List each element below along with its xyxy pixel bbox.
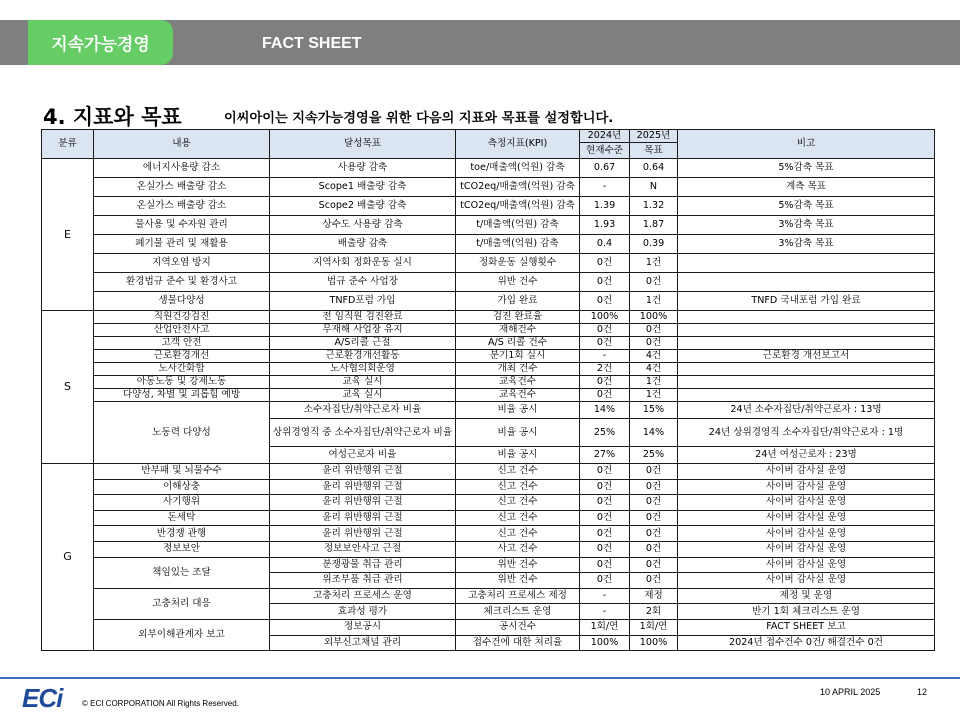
- note-cell: 사이버 감사실 운영: [678, 510, 935, 526]
- current-cell: 2건: [580, 363, 630, 376]
- kpi-cell: 검진 완료율: [456, 311, 580, 324]
- current-cell: 0건: [580, 324, 630, 337]
- kpi-cell: 체크리스트 운영: [456, 604, 580, 620]
- current-cell: 0건: [580, 557, 630, 573]
- content-cell: 온실가스 배출량 감소: [94, 197, 270, 216]
- current-cell: 0건: [580, 254, 630, 273]
- current-cell: 0건: [580, 526, 630, 542]
- header-2024: 2024년: [580, 130, 630, 143]
- target-cell: 0건: [630, 464, 678, 480]
- target-cell: 0건: [630, 557, 678, 573]
- current-cell: 0건: [580, 541, 630, 557]
- target-cell: 100%: [630, 311, 678, 324]
- kpi-cell: toe/매출액(억원) 감축: [456, 159, 580, 178]
- table-row: [42, 376, 935, 389]
- kpi-cell: 고충처리 프로세스 제정: [456, 588, 580, 604]
- kpi-cell: tCO2eq/매출액(억원) 감축: [456, 178, 580, 197]
- current-cell: 1.39: [580, 197, 630, 216]
- header-target: 목표: [630, 143, 678, 159]
- table-row: [42, 389, 935, 402]
- target-cell: 0건: [630, 324, 678, 337]
- table-row: [42, 588, 935, 604]
- header-kpi: 측정지표(KPI): [456, 130, 580, 159]
- table-row: [42, 541, 935, 557]
- category-cell: G: [42, 464, 94, 651]
- kpi-cell: 비율 공시: [456, 419, 580, 447]
- content-cell: 고객 안전: [94, 337, 270, 350]
- goal-cell: 윤리 위반행위 근절: [270, 479, 456, 495]
- table-row: [42, 526, 935, 542]
- goal-cell: 효과성 평가: [270, 604, 456, 620]
- content-cell: 이해상충: [94, 479, 270, 495]
- target-cell: 0건: [630, 273, 678, 292]
- target-cell: 0건: [630, 479, 678, 495]
- target-cell: 1.32: [630, 197, 678, 216]
- kpi-cell: 비율 공시: [456, 447, 580, 464]
- goal-cell: 노사협의회운영: [270, 363, 456, 376]
- header-2025: 2025년: [630, 130, 678, 143]
- kpi-cell: 비율 공시: [456, 402, 580, 419]
- note-cell: 5%감축 목표: [678, 159, 935, 178]
- table-row: [42, 254, 935, 273]
- goal-cell: 위조부품 취급 관리: [270, 573, 456, 589]
- note-cell: 사이버 감사실 운영: [678, 541, 935, 557]
- content-cell: 물사용 및 수자원 관리: [94, 216, 270, 235]
- target-cell: 0건: [630, 510, 678, 526]
- current-cell: 0건: [580, 292, 630, 311]
- table-row: [42, 178, 935, 197]
- kpi-cell: 신고 건수: [456, 479, 580, 495]
- content-cell: 노동력 다양성: [94, 402, 270, 464]
- table-row: [42, 292, 935, 311]
- current-cell: 14%: [580, 402, 630, 419]
- note-cell: 계측 목표: [678, 178, 935, 197]
- target-cell: 0.64: [630, 159, 678, 178]
- target-cell: 1건: [630, 292, 678, 311]
- goal-cell: 교육 실시: [270, 389, 456, 402]
- content-cell: 돈세탁: [94, 510, 270, 526]
- content-cell: 근로환경개선: [94, 350, 270, 363]
- note-cell: 사이버 감사실 운영: [678, 479, 935, 495]
- note-cell: 5%감축 목표: [678, 197, 935, 216]
- target-cell: 1.87: [630, 216, 678, 235]
- current-cell: -: [580, 604, 630, 620]
- note-cell: 2024년 접수건수 0건/ 해결건수 0건: [678, 635, 935, 651]
- kpi-cell: 신고 건수: [456, 495, 580, 511]
- note-cell: 24년 상위경영직 소수자집단/취약근로자 : 1명: [678, 419, 935, 447]
- target-cell: 15%: [630, 402, 678, 419]
- goal-cell: 윤리 위반행위 근절: [270, 464, 456, 480]
- target-cell: 0건: [630, 573, 678, 589]
- target-cell: 0건: [630, 337, 678, 350]
- target-cell: 2회: [630, 604, 678, 620]
- kpi-cell: 교육건수: [456, 389, 580, 402]
- kpi-cell: 위반 건수: [456, 557, 580, 573]
- table-row: [42, 619, 935, 635]
- goal-cell: 윤리 위반행위 근절: [270, 495, 456, 511]
- goal-cell: 여성근로자 비율: [270, 447, 456, 464]
- goal-cell: 사용량 감축: [270, 159, 456, 178]
- table-row: [42, 159, 935, 178]
- kpi-cell: tCO2eq/매출액(억원) 감축: [456, 197, 580, 216]
- target-cell: 1건: [630, 376, 678, 389]
- target-cell: 제정: [630, 588, 678, 604]
- note-cell: 사이버 감사실 운영: [678, 557, 935, 573]
- current-cell: -: [580, 178, 630, 197]
- kpi-cell: 위반 건수: [456, 273, 580, 292]
- content-cell: 지역오염 방지: [94, 254, 270, 273]
- goal-cell: 상위경영직 중 소수자집단/취약근로자 비율: [270, 419, 456, 447]
- note-cell: [678, 254, 935, 273]
- page-number: 12: [917, 687, 928, 697]
- current-cell: 0건: [580, 337, 630, 350]
- target-cell: 0건: [630, 526, 678, 542]
- kpi-cell: 신고 건수: [456, 464, 580, 480]
- kpi-cell: 정화운동 실행횟수: [456, 254, 580, 273]
- target-cell: 0건: [630, 495, 678, 511]
- current-cell: 100%: [580, 311, 630, 324]
- table-row: [42, 235, 935, 254]
- current-cell: -: [580, 588, 630, 604]
- page-title: 4. 지표와 목표: [43, 105, 182, 129]
- note-cell: 24년 소수자집단/취약근로자 : 13명: [678, 402, 935, 419]
- goal-cell: 소수자집단/취약근로자 비율: [270, 402, 456, 419]
- table-row: [42, 197, 935, 216]
- goal-cell: Scope1 배출량 감축: [270, 178, 456, 197]
- note-cell: 사이버 감사실 운영: [678, 464, 935, 480]
- note-cell: [678, 389, 935, 402]
- note-cell: 사이버 감사실 운영: [678, 573, 935, 589]
- header-content: 내용: [94, 130, 270, 159]
- current-cell: 27%: [580, 447, 630, 464]
- copyright: © ECI CORPORATION All Rights Reserved.: [82, 699, 239, 708]
- current-cell: 0.67: [580, 159, 630, 178]
- content-cell: 반경쟁 관행: [94, 526, 270, 542]
- content-cell: 아동노동 및 강제노동: [94, 376, 270, 389]
- table-row: [42, 557, 935, 573]
- content-cell: 폐기물 관리 및 재활용: [94, 235, 270, 254]
- note-cell: FACT SHEET 보고: [678, 619, 935, 635]
- goal-cell: 정보공시: [270, 619, 456, 635]
- note-cell: 제정 및 운영: [678, 588, 935, 604]
- kpi-cell: 신고 건수: [456, 526, 580, 542]
- table-row: [42, 495, 935, 511]
- current-cell: 0건: [580, 389, 630, 402]
- kpi-cell: 재해건수: [456, 324, 580, 337]
- note-cell: 3%감축 목표: [678, 216, 935, 235]
- goal-cell: TNFD포럼 가입: [270, 292, 456, 311]
- note-cell: [678, 337, 935, 350]
- note-cell: [678, 273, 935, 292]
- header-goal: 달성목표: [270, 130, 456, 159]
- current-cell: 1회/연: [580, 619, 630, 635]
- goal-cell: 고충처리 프로세스 운영: [270, 588, 456, 604]
- current-cell: 0건: [580, 495, 630, 511]
- table-row: [42, 510, 935, 526]
- current-cell: 0건: [580, 464, 630, 480]
- content-cell: 고충처리 대응: [94, 588, 270, 619]
- current-cell: 0건: [580, 510, 630, 526]
- target-cell: 1건: [630, 389, 678, 402]
- goal-cell: 상수도 사용량 감축: [270, 216, 456, 235]
- header-note: 비고: [678, 130, 935, 159]
- content-cell: 환경법규 준수 및 환경사고: [94, 273, 270, 292]
- page-description: 이씨아이는 지속가능경영을 위한 다음의 지표와 목표를 설정합니다.: [224, 111, 614, 126]
- note-cell: [678, 311, 935, 324]
- content-cell: 사기행위: [94, 495, 270, 511]
- goal-cell: 법규 준수 사업장: [270, 273, 456, 292]
- category-cell: S: [42, 311, 94, 464]
- target-cell: 4건: [630, 350, 678, 363]
- content-cell: 책임있는 조달: [94, 557, 270, 588]
- kpi-cell: 개최 건수: [456, 363, 580, 376]
- kpi-cell: t/매출액(억원) 감축: [456, 235, 580, 254]
- report-date: 10 APRIL 2025: [820, 687, 881, 697]
- goal-cell: 외부신고채널 관리: [270, 635, 456, 651]
- content-cell: 노사간화합: [94, 363, 270, 376]
- table-row: [42, 311, 935, 324]
- table-row: [42, 363, 935, 376]
- kpi-cell: 사고 건수: [456, 541, 580, 557]
- header-category: 분류: [42, 130, 94, 159]
- goal-cell: 교육 실시: [270, 376, 456, 389]
- kpi-cell: 분기1회 실시: [456, 350, 580, 363]
- content-cell: 온실가스 배출량 감소: [94, 178, 270, 197]
- note-cell: 24년 여성근로자 : 23명: [678, 447, 935, 464]
- content-cell: 정보보안: [94, 541, 270, 557]
- current-cell: 1.93: [580, 216, 630, 235]
- note-cell: 3%감축 목표: [678, 235, 935, 254]
- footer-divider: [0, 677, 960, 679]
- goal-cell: 분쟁광물 취급 관리: [270, 557, 456, 573]
- table-row: [42, 216, 935, 235]
- current-cell: 0건: [580, 479, 630, 495]
- goal-cell: 근로환경개선활동: [270, 350, 456, 363]
- table-row: [42, 402, 935, 419]
- note-cell: 사이버 감사실 운영: [678, 495, 935, 511]
- target-cell: 0건: [630, 541, 678, 557]
- content-cell: 반부패 및 뇌물수수: [94, 464, 270, 480]
- table-row: [42, 324, 935, 337]
- note-cell: TNFD 국내포럼 가입 완료: [678, 292, 935, 311]
- content-cell: 다양성, 차별 및 괴롭힘 예방: [94, 389, 270, 402]
- note-cell: [678, 363, 935, 376]
- current-cell: 0건: [580, 376, 630, 389]
- goal-cell: 윤리 위반행위 근절: [270, 510, 456, 526]
- kpi-cell: 위반 건수: [456, 573, 580, 589]
- target-cell: 1회/연: [630, 619, 678, 635]
- goal-cell: A/S리콜 근절: [270, 337, 456, 350]
- note-cell: 반기 1회 체크리스트 운영: [678, 604, 935, 620]
- table-row: [42, 464, 935, 480]
- kpi-table: [41, 129, 935, 651]
- goal-cell: 전 임직원 검진완료: [270, 311, 456, 324]
- content-cell: 외부이해관계자 보고: [94, 619, 270, 650]
- category-cell: E: [42, 159, 94, 311]
- current-cell: 0.4: [580, 235, 630, 254]
- kpi-cell: 신고 건수: [456, 510, 580, 526]
- current-cell: 100%: [580, 635, 630, 651]
- target-cell: 25%: [630, 447, 678, 464]
- goal-cell: 무재해 사업장 유지: [270, 324, 456, 337]
- goal-cell: 배출량 감축: [270, 235, 456, 254]
- current-cell: -: [580, 350, 630, 363]
- table-row: [42, 337, 935, 350]
- content-cell: 에너지사용량 감소: [94, 159, 270, 178]
- eci-logo: ECi: [22, 683, 63, 713]
- goal-cell: Scope2 배출량 감축: [270, 197, 456, 216]
- target-cell: 0.39: [630, 235, 678, 254]
- note-cell: 사이버 감사실 운영: [678, 526, 935, 542]
- goal-cell: 지역사회 정화운동 실시: [270, 254, 456, 273]
- goal-cell: 윤리 위반행위 근절: [270, 526, 456, 542]
- current-cell: 25%: [580, 419, 630, 447]
- content-cell: 산업안전사고: [94, 324, 270, 337]
- table-row: [42, 273, 935, 292]
- target-cell: N: [630, 178, 678, 197]
- kpi-cell: 공시건수: [456, 619, 580, 635]
- note-cell: [678, 324, 935, 337]
- content-cell: 직원건강검진: [94, 311, 270, 324]
- section-tag: 지속가능경영: [28, 20, 173, 65]
- note-cell: [678, 376, 935, 389]
- target-cell: 100%: [630, 635, 678, 651]
- note-cell: 근로환경 개선보고서: [678, 350, 935, 363]
- goal-cell: 정보보안사고 근절: [270, 541, 456, 557]
- target-cell: 4건: [630, 363, 678, 376]
- kpi-cell: 접수건에 대한 처리율: [456, 635, 580, 651]
- kpi-cell: A/S 리콜 건수: [456, 337, 580, 350]
- kpi-cell: 가입 완료: [456, 292, 580, 311]
- target-cell: 14%: [630, 419, 678, 447]
- content-cell: 생물다양성: [94, 292, 270, 311]
- table-row: [42, 479, 935, 495]
- header-title: FACT SHEET: [262, 35, 362, 52]
- table-row: [42, 350, 935, 363]
- current-cell: 0건: [580, 573, 630, 589]
- target-cell: 1건: [630, 254, 678, 273]
- header-current: 현재수준: [580, 143, 630, 159]
- kpi-cell: t/매출액(억원) 감축: [456, 216, 580, 235]
- kpi-cell: 교육건수: [456, 376, 580, 389]
- current-cell: 0건: [580, 273, 630, 292]
